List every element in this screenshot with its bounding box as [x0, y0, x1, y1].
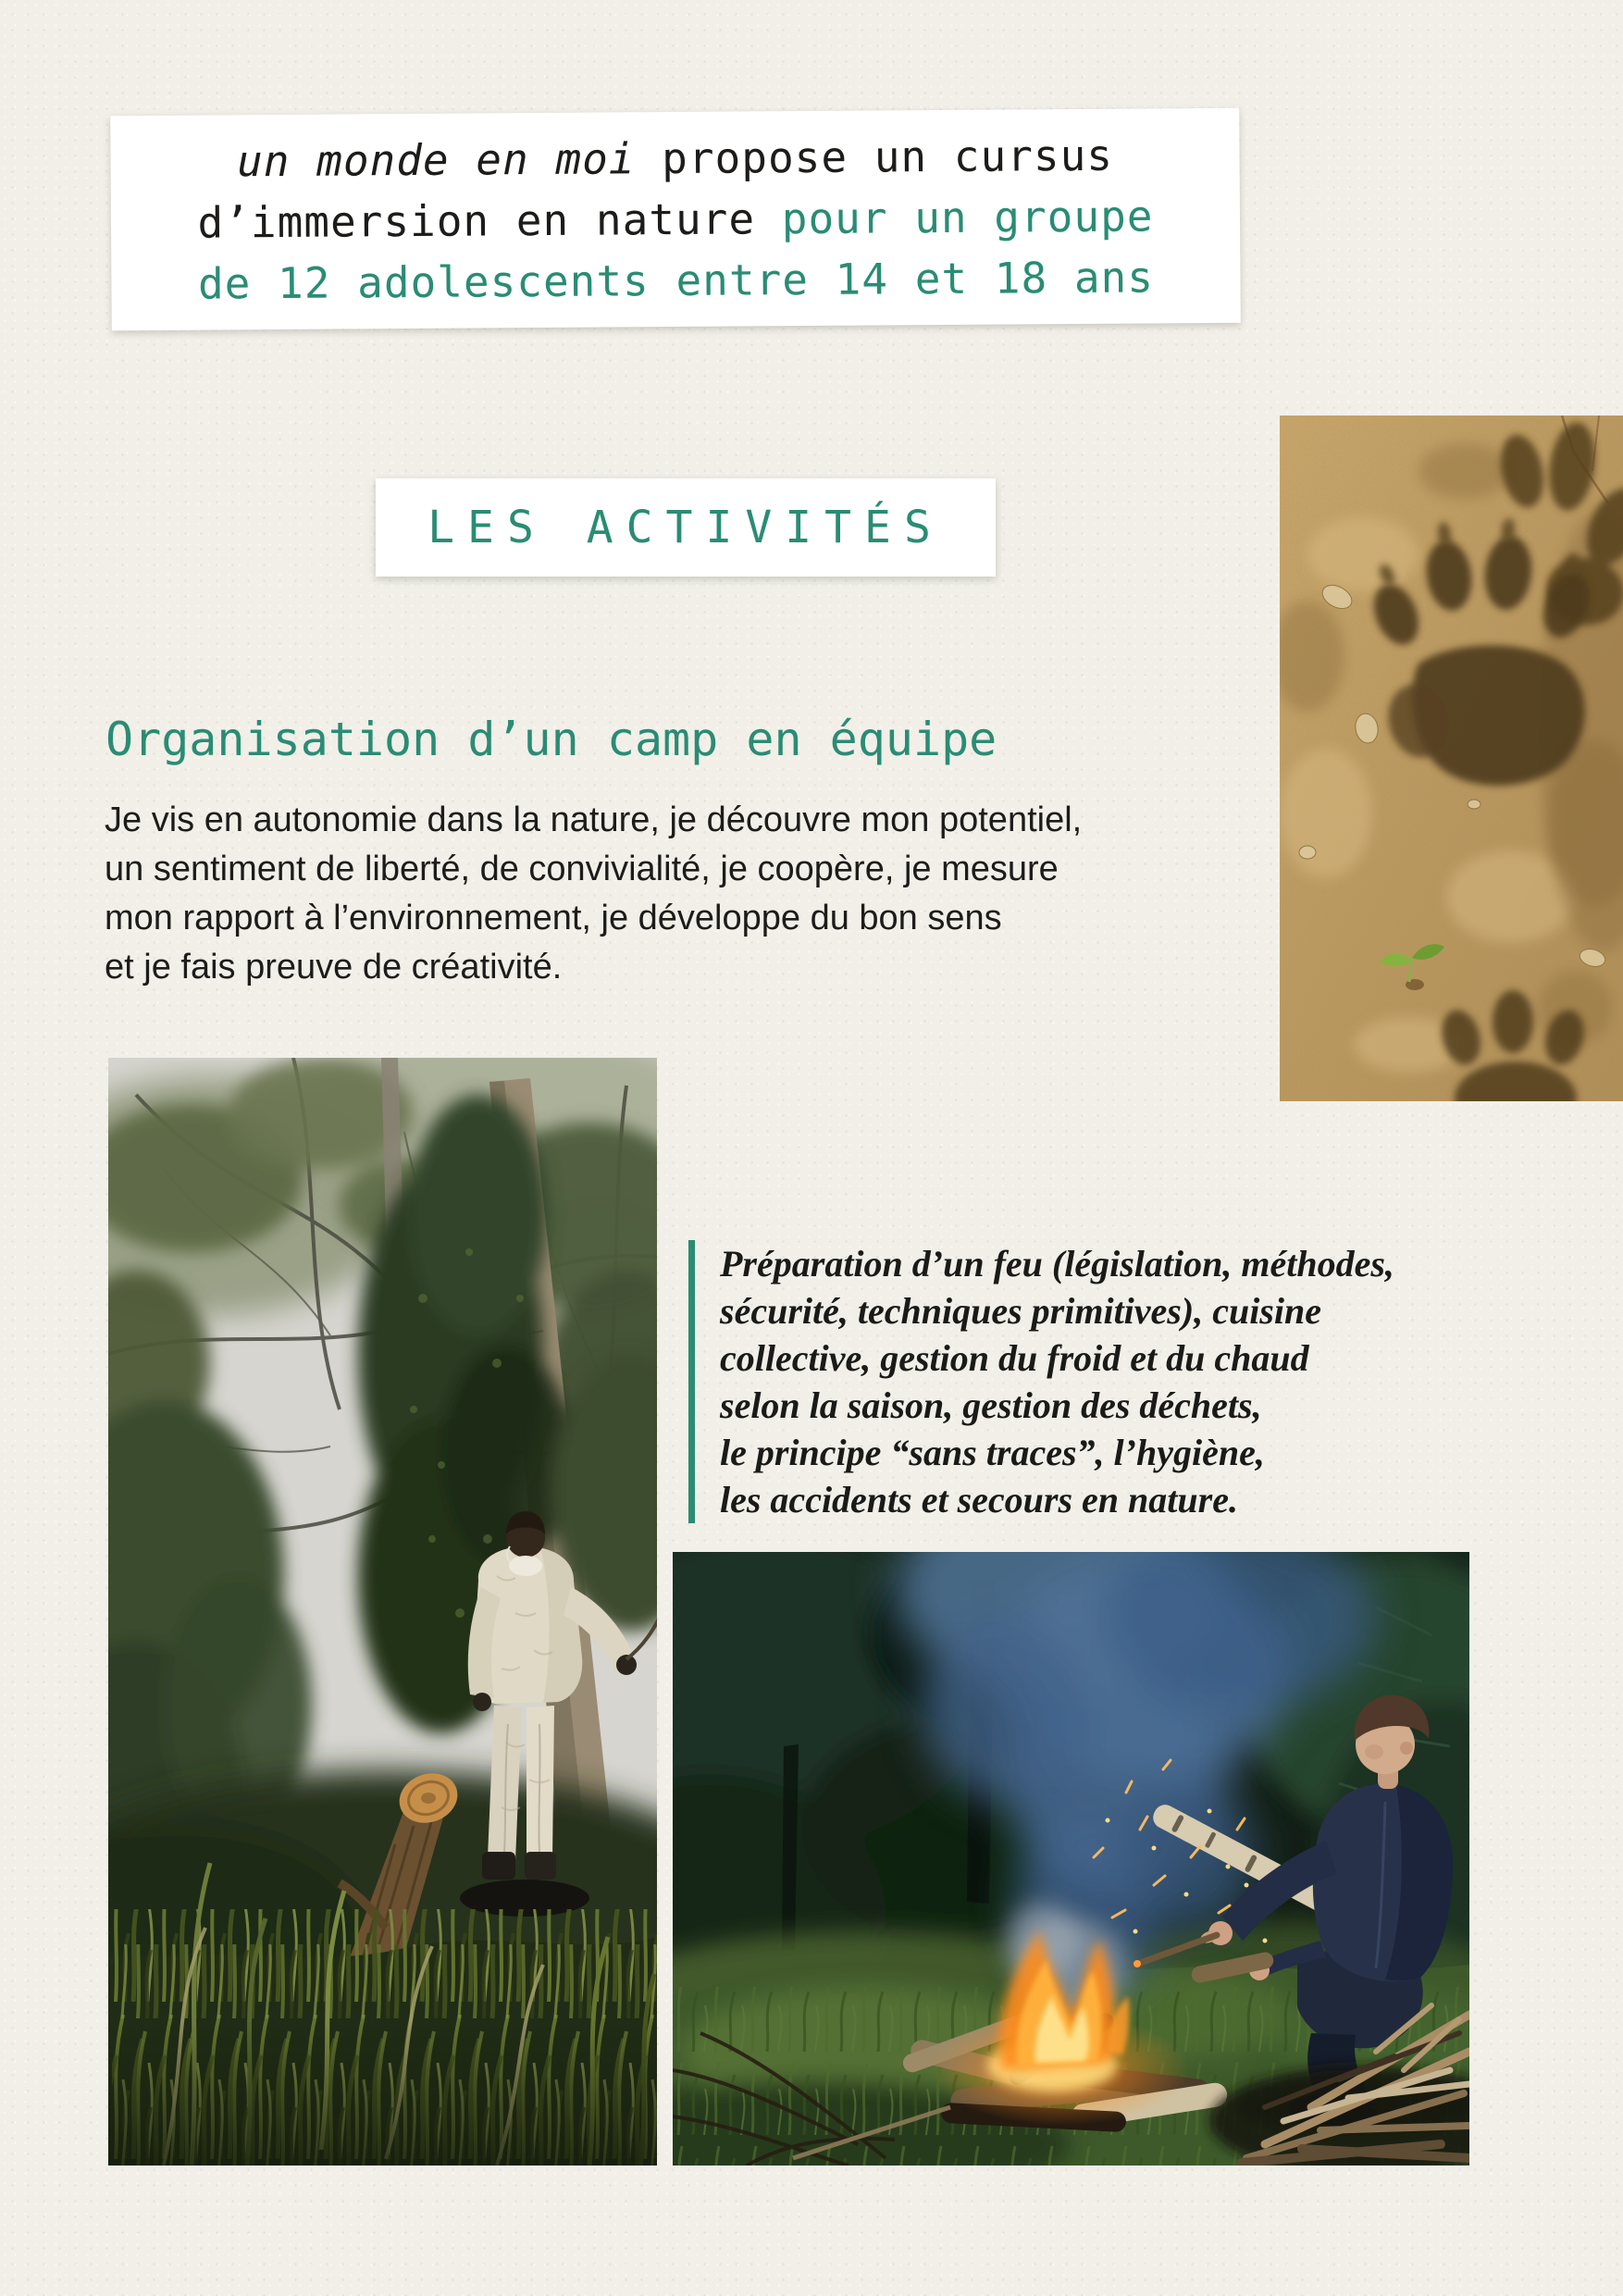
quote-line: les accidents et secours en nature.	[720, 1479, 1238, 1520]
intro-line-2	[111, 185, 1240, 254]
camp-paragraph-line: mon rapport à l’environnement, je développe du bon sens	[105, 899, 1002, 937]
camp-heading: Organisation d’un camp en équipe	[105, 713, 997, 766]
intro-line-3: de 12 adolescents entre 14 et 18 ans	[197, 252, 1155, 309]
campfire-photo	[673, 1552, 1469, 2166]
intro-line-1	[110, 124, 1239, 193]
camp-paragraph	[105, 796, 1252, 992]
quote-line: Préparation d’un feu (législation, méthodes,	[720, 1243, 1394, 1285]
intro-line-2-black: d’immersion en nature	[197, 193, 782, 248]
camp-paragraph-line: Je vis en autonomie dans la nature, je découvre mon potentiel,	[105, 800, 1083, 839]
quote-line: selon la saison, gestion des déchets,	[720, 1384, 1262, 1426]
quote-line: collective, gestion du froid et du chaud	[720, 1337, 1309, 1379]
campfire-photo-image	[673, 1552, 1469, 2166]
camp-paragraph-line: un sentiment de liberté, de convivialité, je coopère, je mesure	[105, 850, 1059, 888]
paw-print-photo	[1280, 416, 1623, 1101]
camp-paragraph-line: et je fais preuve de créativité.	[105, 948, 563, 987]
section-title-box	[376, 478, 996, 577]
quote-line: le principe “sans traces”, l’hygiène,	[720, 1432, 1265, 1473]
intro-line-2-accent: pour un groupe	[781, 191, 1154, 244]
intro-line-1-rest: propose un cursus	[635, 130, 1114, 184]
forest-camouflage-photo	[108, 1058, 657, 2166]
brand-name: un monde en moi	[236, 133, 636, 187]
paw-print-photo-image	[1280, 416, 1623, 1101]
quote-line: sécurité, techniques primitives), cuisine	[720, 1290, 1321, 1332]
quote-block	[688, 1240, 1503, 1523]
forest-photo-image	[108, 1058, 657, 2166]
section-title: LES ACTIVITÉS	[427, 502, 944, 553]
intro-box	[110, 108, 1241, 331]
